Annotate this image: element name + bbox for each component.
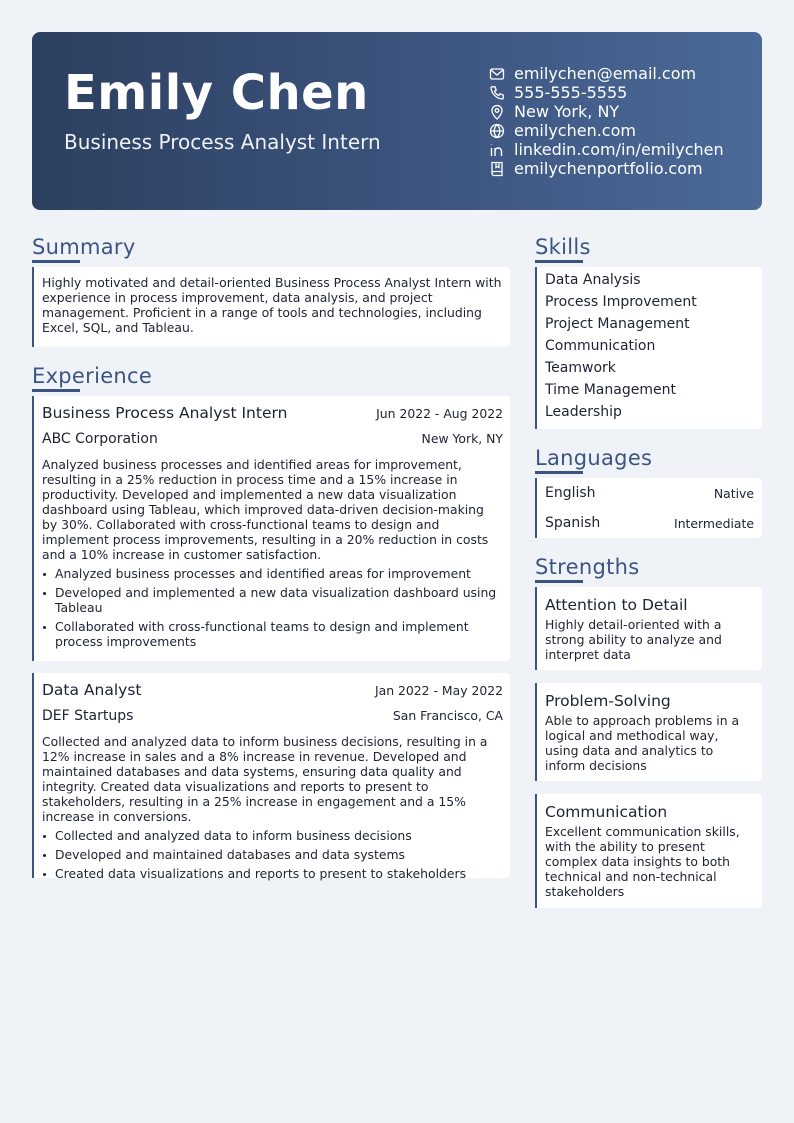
resume-header (32, 32, 762, 210)
contact-linkedin[interactable] (489, 140, 759, 159)
strengths-heading: Strengths (535, 555, 640, 579)
skill-item: Teamwork (545, 360, 616, 376)
contact-website[interactable] (489, 121, 759, 140)
candidate-name: Emily Chen (64, 65, 369, 121)
list-item: Created data visualizations and reports to present to stakeholders (55, 866, 502, 881)
company-name: DEF Startups (42, 708, 134, 724)
language-name: English (545, 485, 596, 501)
summary-card (32, 267, 510, 347)
contact-email[interactable] (489, 64, 759, 83)
skills-card (535, 267, 762, 429)
email-text[interactable]: emilychen@email.com (514, 64, 697, 83)
phone-text[interactable]: 555-555-5555 (514, 83, 628, 102)
summary-text: Highly motivated and detail-oriented Business Process Analyst Intern with experience in process improvement, data analysis, and project management. Proficient in a range of tools and technologies, including Excel, SQL, and Tableau. (42, 275, 502, 335)
strengths-heading-rule (535, 580, 583, 583)
experience-heading: Experience (32, 364, 153, 388)
globe-icon (489, 123, 505, 139)
strength-description: Highly detail-oriented with a strong ability to analyze and interpret data (545, 617, 722, 662)
job-location: San Francisco, CA (392, 708, 503, 723)
linkedin-icon (489, 142, 505, 158)
skill-item: Time Management (545, 382, 676, 398)
strength-card (535, 794, 762, 908)
job-description: Collected and analyzed data to inform business decisions, resulting in a 12% increase in sales and a 8% increase in revenue. Developed and maintained databases and data systems, ensuring data quality and integrity. Created data visualizations and reports to present to stakeholders, resulting in a 25% increase in engagement and a 15% increase in conversions. (42, 734, 488, 824)
phone-icon (489, 85, 505, 101)
skills-heading-rule (535, 260, 583, 263)
company-name: ABC Corporation (42, 431, 158, 447)
mail-icon (489, 66, 505, 82)
summary-heading: Summary (32, 235, 136, 259)
job-title: Data Analyst (42, 681, 142, 699)
experience-entry (32, 396, 510, 661)
strength-description: Able to approach problems in a logical and methodical way, using data and analytics to inform decisions (545, 713, 740, 773)
list-item: Developed and implemented a new data visualization dashboard using Tableau (55, 585, 502, 615)
contact-portfolio[interactable] (489, 159, 759, 178)
website-text[interactable]: emilychen.com (514, 121, 636, 140)
language-name: Spanish (545, 515, 601, 531)
skills-list (537, 267, 762, 423)
languages-heading: Languages (535, 446, 653, 470)
strength-name: Attention to Detail (545, 596, 688, 614)
languages-heading-rule (535, 471, 583, 474)
experience-entry (32, 673, 510, 881)
job-bullets (34, 828, 510, 881)
skill-item: Data Analysis (545, 272, 641, 288)
job-location: New York, NY (421, 431, 503, 446)
skill-item: Project Management (545, 316, 690, 332)
list-item: Developed and maintained databases and data systems (55, 847, 502, 862)
strength-name: Communication (545, 803, 668, 821)
languages-card (535, 478, 762, 538)
language-row (537, 508, 762, 538)
map-pin-icon (489, 104, 505, 120)
language-row (537, 478, 762, 508)
skills-heading: Skills (535, 235, 591, 259)
portfolio-text[interactable]: emilychenportfolio.com (514, 159, 703, 178)
job-bullets (34, 566, 510, 649)
contact-phone[interactable] (489, 83, 759, 102)
language-level: Intermediate (674, 515, 754, 531)
strength-card (535, 683, 762, 781)
strength-card (535, 587, 762, 670)
skill-item: Process Improvement (545, 294, 697, 310)
list-item: Collaborated with cross-functional teams to design and implement process improvements (55, 619, 502, 649)
contact-location (489, 102, 759, 121)
strength-name: Problem-Solving (545, 692, 671, 710)
candidate-title: Business Process Analyst Intern (64, 130, 381, 154)
list-item: Analyzed business processes and identified areas for improvement (55, 566, 502, 581)
linkedin-text[interactable]: linkedin.com/in/emilychen (514, 140, 724, 159)
job-description: Analyzed business processes and identified areas for improvement, resulting in a 25% reduction in process time and a 15% increase in productivity. Developed and implemented a new data visualization dashboard using Tableau, which improved data-driven decision-making by 30%. Collaborated with cross-functional teams to design and implement process improvements, resulting in a 20% reduction in costs and a 10% increase in customer satisfaction. (42, 457, 489, 562)
job-title: Business Process Analyst Intern (42, 404, 288, 422)
strength-description: Excellent communication skills, with the ability to present complex data insights to both technical and non-technical stakeholders (545, 824, 740, 899)
list-item: Collected and analyzed data to inform business decisions (55, 828, 502, 843)
location-text: New York, NY (514, 102, 620, 121)
skill-item: Leadership (545, 404, 622, 420)
portfolio-icon (489, 161, 505, 177)
experience-heading-rule (32, 389, 80, 392)
language-level: Native (713, 485, 754, 501)
job-dates: Jan 2022 - May 2022 (374, 683, 503, 698)
summary-heading-rule (32, 260, 80, 263)
contact-list (489, 64, 759, 178)
job-dates: Jun 2022 - Aug 2022 (376, 406, 503, 421)
skill-item: Communication (545, 338, 656, 354)
